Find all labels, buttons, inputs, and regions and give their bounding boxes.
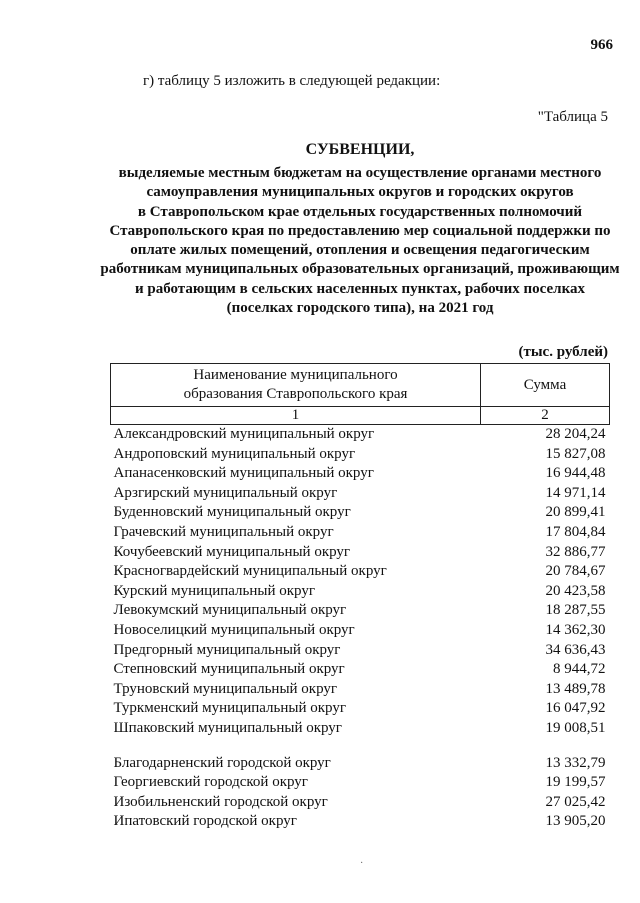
subtitle-line: в Ставропольском крае отдельных государственных полномочий	[137, 203, 583, 220]
subvention-amount: 16 944,48	[545, 465, 606, 482]
table-row	[111, 523, 610, 543]
table-row	[111, 425, 610, 445]
municipality-name: Арзгирский муниципальный округ	[113, 484, 338, 501]
subvention-amount: 13 905,20	[545, 813, 606, 830]
table-row	[111, 601, 610, 621]
subvention-amount: 17 804,84	[545, 523, 606, 540]
table-row	[111, 773, 610, 793]
municipality-name: Новоселицкий муниципальный округ	[113, 621, 355, 638]
table-row	[111, 621, 610, 641]
scan-mark: ·	[360, 858, 364, 869]
table-row	[111, 754, 610, 774]
subvention-amount: 34 636,43	[545, 641, 606, 658]
table-row	[111, 582, 610, 602]
table-row	[111, 562, 610, 582]
municipality-name: Буденновский муниципальный округ	[113, 504, 351, 521]
subtitle-line: самоуправления муниципальных округов и городских округов	[146, 184, 574, 201]
column-index-2: 2	[481, 407, 610, 425]
table-row	[111, 793, 610, 813]
table-row	[111, 660, 610, 680]
table-caption: "Таблица 5	[537, 109, 608, 125]
table-row	[111, 680, 610, 700]
subvention-table	[110, 363, 610, 832]
column-header-sum: Сумма	[481, 364, 610, 407]
subvention-amount: 14 362,30	[545, 621, 606, 638]
table-header-row	[111, 364, 610, 407]
municipality-name: Апанасенковский муниципальный округ	[113, 465, 374, 482]
page-number: 966	[590, 37, 613, 53]
table-row	[111, 641, 610, 661]
subvention-amount: 13 489,78	[545, 680, 606, 697]
municipality-name: Кочубеевский муниципальный округ	[113, 543, 351, 560]
municipality-name: Георгиевский городской округ	[113, 774, 308, 791]
subvention-amount: 20 784,67	[545, 563, 606, 580]
subvention-amount: 16 047,92	[545, 700, 606, 717]
column-header-name-line: Наименование муниципального	[193, 367, 398, 383]
document-title: СУБВЕНЦИИ,	[305, 141, 415, 158]
subvention-amount: 19 199,57	[545, 774, 606, 791]
subvention-amount: 32 886,77	[545, 543, 606, 560]
table-row	[111, 464, 610, 484]
subtitle-line: Ставропольского края по предоставлению мер социальной поддержки по	[109, 222, 611, 239]
subvention-amount: 19 008,51	[545, 719, 606, 736]
municipality-name: Красногвардейский муниципальный округ	[113, 563, 387, 580]
municipality-name: Ипатовский городской округ	[113, 813, 297, 830]
table-row	[111, 543, 610, 563]
subtitle-line: и работающим в сельских населенных пунктах, рабочих поселках	[134, 280, 586, 297]
column-index-row	[111, 407, 610, 425]
table-row	[111, 445, 610, 465]
subvention-amount: 28 204,24	[545, 426, 606, 442]
municipality-name: Туркменский муниципальный округ	[113, 700, 346, 717]
column-header-name	[111, 364, 481, 407]
unit-label: (тыс. рублей)	[518, 344, 608, 360]
subtitle-line: работникам муниципальных образовательных организаций, проживающим	[100, 261, 620, 278]
subvention-amount: 27 025,42	[545, 793, 606, 810]
table-row	[111, 719, 610, 739]
subtitle	[60, 164, 640, 318]
municipality-name: Левокумский муниципальный округ	[113, 602, 347, 619]
subvention-amount: 13 332,79	[545, 754, 606, 771]
subvention-amount: 8 944,72	[553, 661, 606, 678]
subtitle-line: (поселках городского типа), на 2021 год	[226, 300, 494, 317]
municipality-name: Степновский муниципальный округ	[113, 661, 345, 678]
group-spacer	[111, 739, 610, 754]
table-row	[111, 484, 610, 504]
column-index-1: 1	[111, 407, 481, 425]
municipality-name: Грачевский муниципальный округ	[113, 523, 334, 540]
table-row	[111, 503, 610, 523]
municipality-name: Курский муниципальный округ	[113, 582, 315, 599]
municipality-name: Александровский муниципальный округ	[113, 426, 375, 442]
table-row	[111, 699, 610, 719]
municipality-name: Шпаковский муниципальный округ	[113, 719, 342, 736]
subvention-amount: 14 971,14	[545, 484, 606, 501]
intro-text: г) таблицу 5 изложить в следующей редакции:	[143, 73, 441, 89]
municipality-name: Предгорный муниципальный округ	[113, 641, 341, 658]
column-header-name-line: образования Ставропольского края	[183, 386, 408, 402]
municipality-name: Изобильненский городской округ	[113, 793, 328, 810]
municipality-name: Андроповский муниципальный округ	[113, 445, 356, 462]
subvention-amount: 15 827,08	[545, 445, 606, 462]
municipality-name: Благодарненский городской округ	[113, 754, 331, 771]
table-body	[111, 425, 610, 832]
subvention-amount: 20 423,58	[545, 582, 606, 599]
subvention-amount: 20 899,41	[545, 504, 606, 521]
subvention-amount: 18 287,55	[545, 602, 606, 619]
subtitle-line: выделяемые местным бюджетам на осуществление органами местного	[118, 165, 602, 181]
subtitle-line: оплате жилых помещений, отопления и освещения педагогическим	[130, 242, 590, 259]
table-row	[111, 812, 610, 832]
municipality-name: Труновский муниципальный округ	[113, 680, 338, 697]
